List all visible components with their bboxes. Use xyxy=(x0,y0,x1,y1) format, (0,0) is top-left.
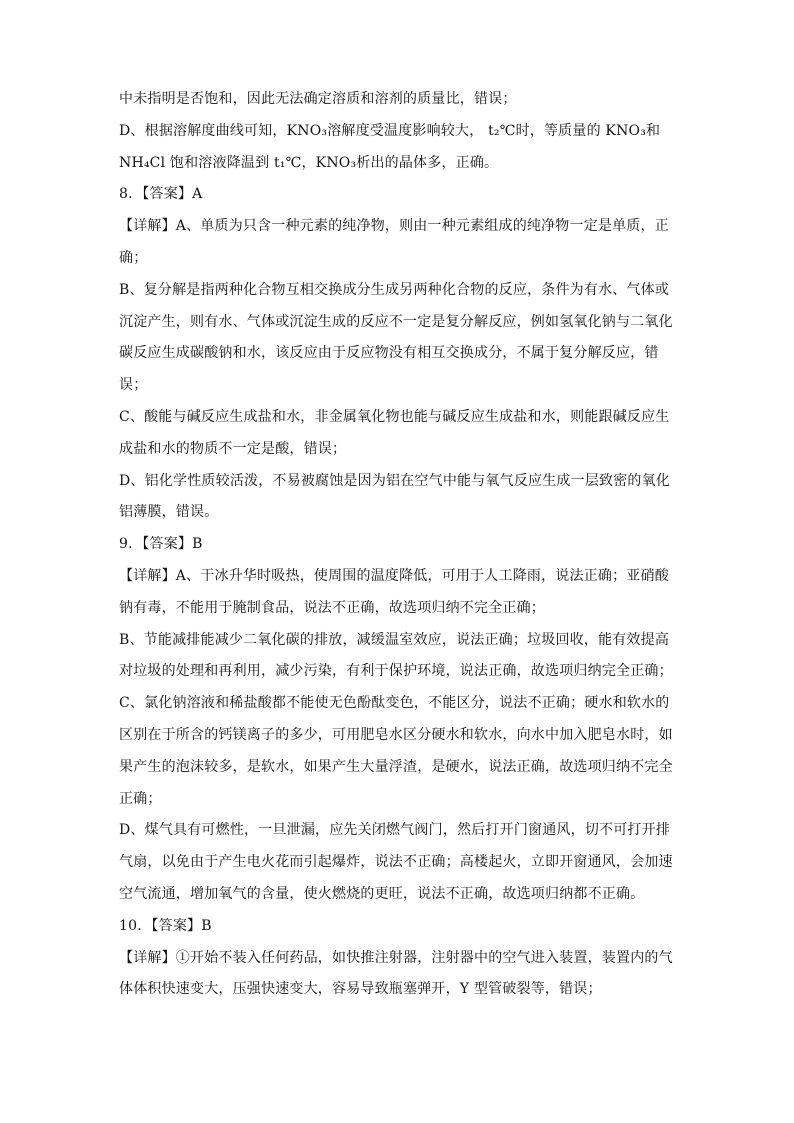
answer-heading-10: 10．【答案】B xyxy=(119,917,212,934)
text-line: D、煤气具有可燃性，一旦泄漏，应先关闭燃气阀门，然后打开门窗通风，切不可打开排 xyxy=(119,822,671,839)
text-line: 铝薄膜，错误。 xyxy=(119,504,219,521)
text-line: 中未指明是否饱和，因此无法确定溶质和溶剂的质量比，错误； xyxy=(119,91,517,107)
text-line: 误； xyxy=(119,377,148,394)
text-line: 对垃圾的处理和再利用，减少污染，有利于保护环境，说法正确，故选项归纳完全正确； xyxy=(119,663,673,680)
text-line: 正确； xyxy=(119,790,162,807)
text-line: 气扇，以免由于产生电火花而引起爆炸，说法不正确；高楼起火，立即开窗通风，会加速 xyxy=(119,854,673,871)
answer-heading-9: 9．【答案】B xyxy=(119,536,203,553)
text-line: 【详解】A、单质为只含一种元素的纯净物，则由一种元素组成的纯净物一定是单质，正 xyxy=(119,218,669,235)
text-line: 果产生的泡沫较多，是软水，如果产生大量浮渣，是硬水，说法正确，故选项归纳不完全 xyxy=(119,758,673,775)
text-line: 碳反应生成碳酸钠和水，该反应由于反应物没有相互交换成分，不属于复分解反应，错 xyxy=(119,345,659,362)
text-line: D、根据溶解度曲线可知，KNO₃溶解度受温度影响较大， t₂℃时，等质量的 KNO₃和 xyxy=(119,122,661,139)
text-line: 【详解】①开始不装入任何药品，如快推注射器，注射器中的空气进入装置，装置内的气 xyxy=(119,949,673,966)
text-line: NH₄Cl 饱和溶液降温到 t₁℃，KNO₃析出的晶体多，正确。 xyxy=(119,154,499,171)
text-line: D、铝化学性质较活泼，不易被腐蚀是因为铝在空气中能与氧气反应生成一层致密的氧化 xyxy=(119,472,671,489)
document-body xyxy=(119,92,675,1014)
text-line: 成盐和水的物质不一定是酸，错误； xyxy=(119,440,347,457)
text-line: C、氯化钠溶液和稀盐酸都不能使无色酚酞变色，不能区分，说法不正确；硬水和软水的 xyxy=(119,695,670,712)
text-line: B、节能减排能减少二氧化碳的排放，减缓温室效应，说法正确；垃圾回收，能有效提高 xyxy=(119,631,670,648)
text-line: C、酸能与碱反应生成盐和水，非金属氧化物也能与碱反应生成盐和水，则能跟碱反应生 xyxy=(119,408,670,425)
text-line: 体体积快速变大，压强快速变大，容易导致瓶塞弹开，Y 型管破裂等，错误； xyxy=(119,981,602,998)
text-line: 沉淀产生，则有水、气体或沉淀生成的反应不一定是复分解反应，例如氢氧化钠与二氧化 xyxy=(119,313,673,330)
answer-heading-8: 8．【答案】A xyxy=(119,186,203,203)
text-line: B、复分解是指两种化合物互相交换成分生成另两种化合物的反应，条件为有水、气体或 xyxy=(119,281,670,298)
text-line: 【详解】A、干冰升华时吸热，使周围的温度降低，可用于人工降雨，说法正确；亚硝酸 xyxy=(119,567,669,584)
text-line: 钠有毒，不能用于腌制食品，说法不正确，故选项归纳不完全正确； xyxy=(119,599,545,616)
text-line: 空气流通，增加氧气的含量，使火燃烧的更旺，说法不正确，故选项归纳都不正确。 xyxy=(119,885,645,902)
text-line: 确； xyxy=(119,249,148,266)
text-line: 区别在于所含的钙镁离子的多少，可用肥皂水区分硬水和软水，向水中加入肥皂水时，如 xyxy=(119,726,673,743)
